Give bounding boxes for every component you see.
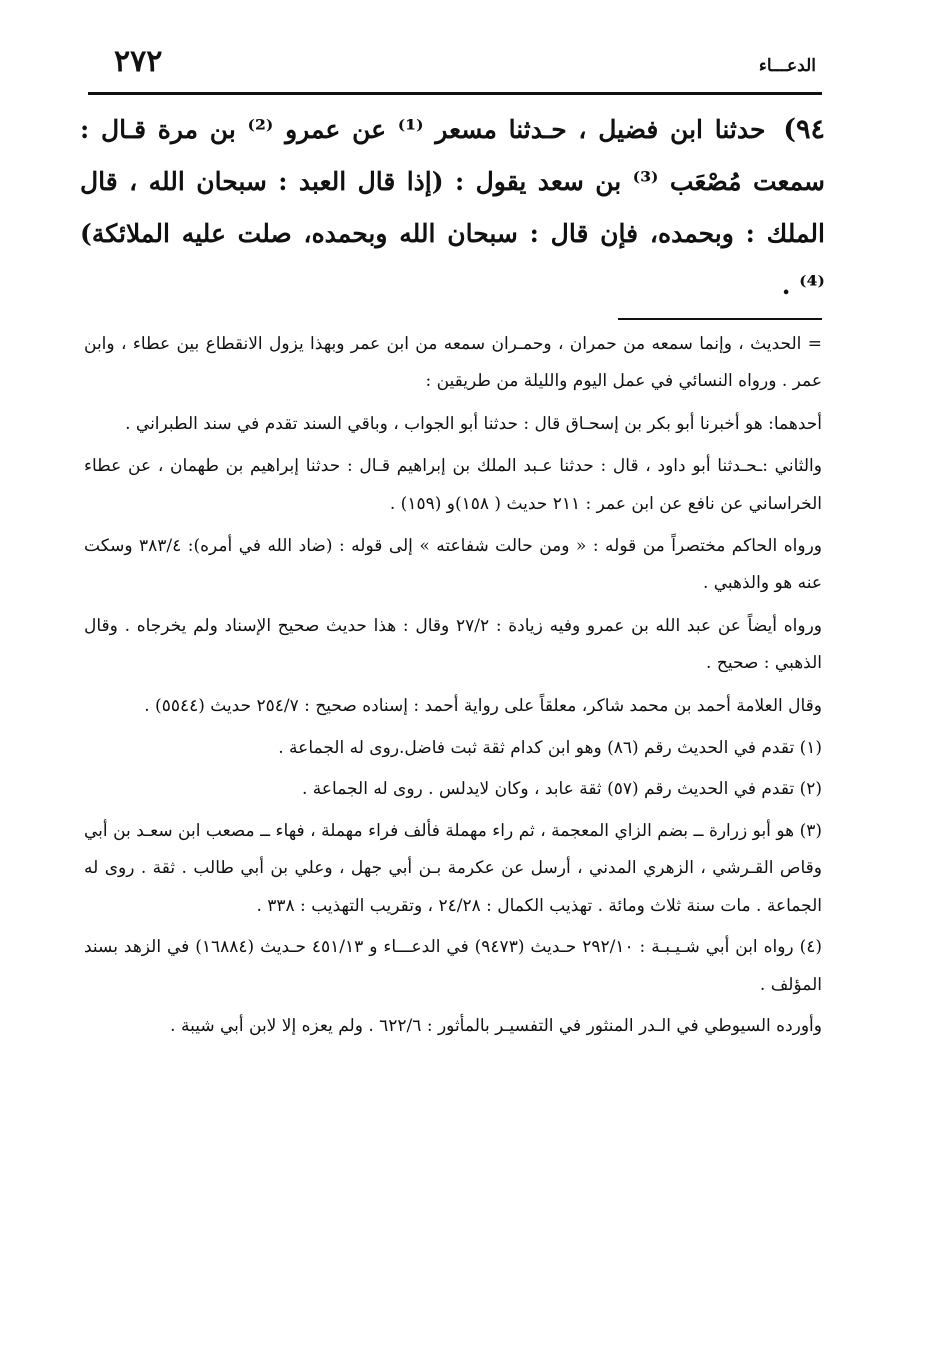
note-continuation-3: والثاني :ـحـدثنا أبو داود ، قال : حدثنا عـبد الملك بن إبراهيم قـال : حدثنا إبراهيم بن طهمان ، عن عطاء الخراساني عن نافع عن ابن عمر : ٢١١ حديث ( ١٥٨)و (١٥٩) . [84,456,822,514]
running-title: الدعـــاء [758,56,816,76]
page-number: ٢٧٢ [114,44,163,79]
note-continuation-6: وقال العلامة أحمد بن محمد شاكر، معلقاً على رواية أحمد : إسناده صحيح : ٢٥٤/٧ حديث (٥٥٤٤) . [144,695,822,716]
footnotes-section [84,326,822,1049]
note-continuation-2: أحدهما: هو أخبرنا أبو بكر بن إسحـاق قال : حدثنا أبو الجواب ، وباقي السند تقدم في سند الطبراني . [125,413,822,434]
footnote-separator [618,318,822,320]
footnote-4: (٤) رواه ابن أبي شـيـبـة : ٢٩٢/١٠ حـديث (٩٤٧٣) في الدعـــاء و ٤٥١/١٣ حـديث (١٦٨٨٤) في الزهد بسند المؤلف . [84,937,823,995]
note-continuation-1: = الحديث ، وإنما سمعه من حمران ، وحمـران سمعه من ابن عمر وبهذا يزول الانقطاع بين عطاء ، وابن عمر . ورواه النسائي في عمل اليوم والليلة من طريقين : [84,334,822,392]
page-header [88,42,822,90]
footnote-4-continuation: وأورده السيوطي في الـدر المنثور في التفسيـر بالمأثور : ٦٢٢/٦ . ولم يعزه إلا لابن أبي شيبة . [170,1015,822,1036]
header-rule [88,92,822,95]
footnote-3: (٣) هو أبو زرارة ــ بضم الزاي المعجمة ، ثم راء مهملة فألف فراء مهملة ، فهاء ــ مصعب ابن سعـد بن أبي وقاص القـرشي ، الزهري المدني ، أرسل عن عكرمة بـن أبي جهل ، وعلي بن أبي طالب . ثقة . روى له الجماعة . مات سنة ثلاث ومائة . تهذيب الكمال : ٢٤/٢٨ ، وتقريب التهذيب : ٣٣٨ . [84,820,822,916]
note-continuation-4: ورواه الحاكم مختصراً من قوله : « ومن حالت شفاعته » إلى قوله : (ضاد الله في أمره): ٣٨٣/٤ وسكت عنه هو والذهبي . [84,536,822,594]
hadith-body: حدثنا ابن فضيل ، حـدثنا مسعر ⁽¹⁾ عن عمرو ⁽²⁾ بن مرة قـال : سمعت مُصْعَب ⁽³⁾ بن سعد يقول : (إذا قال العبد : سبحان الله ، قال الملك : وبحمده، فإن قال : سبحان الله وبحمده، صلت عليه الملائكة) ⁽⁴⁾ . [80,115,825,300]
note-continuation-5: ورواه أيضاً عن عبد الله بن عمرو وفيه زيادة : ٢٧/٢ وقال : هذا حديث صحيح الإسناد ولم يخرجاه . وقال الذهبي : صحيح . [84,615,822,674]
footnote-2: (٢) تقدم في الحديث رقم (٥٧) ثقة عابد ، وكان لايدلس . روى له الجماعة . [301,779,822,800]
footnote-1: (١) تقدم في الحديث رقم (٨٦) وهو ابن كدام ثقة ثبت فاضل.روى له الجماعة . [278,738,822,759]
hadith-text-block [80,104,825,312]
hadith-number: ٩٤) [783,114,825,145]
